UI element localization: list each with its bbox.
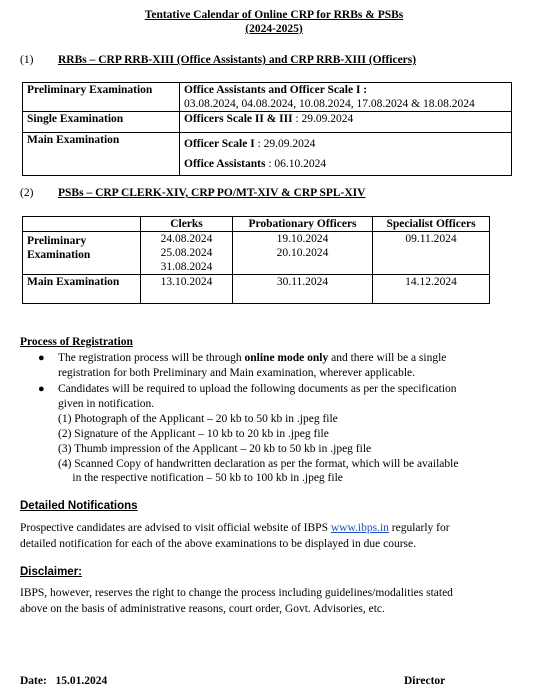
date-label: Date: (20, 675, 47, 687)
section2-heading: PSBs – CRP CLERK-XIV, CRP PO/MT-XIV & CRP SPL-XIV (58, 187, 366, 199)
section2-number: (2) (20, 187, 34, 199)
bullet-icon: ● (38, 383, 45, 395)
document-subtitle: (2024-2025) (245, 23, 303, 35)
single-date: : 29.09.2024 (292, 113, 354, 125)
bullet1-line2: registration for both Preliminary and Main examination, wherever applicable. (58, 367, 416, 379)
table-row (23, 133, 512, 176)
clerk-date: 24.08.2024 (160, 233, 213, 245)
document-item: (1) Photograph of the Applicant – 20 kb to 50 kb in .jpeg file (58, 413, 338, 425)
main-so: 14.12.2024 (373, 275, 490, 304)
notifications-heading: Detailed Notifications (20, 500, 138, 512)
disclaimer-line2: above on the basis of administrative reasons, court order, Govt. Advisories, etc. (20, 603, 385, 615)
notifications-line2: detailed notification for each of the above examinations to be displayed in due course. (20, 538, 416, 550)
bullet2-line1: Candidates will be required to upload the following documents as per the specification (58, 383, 457, 395)
main-po: 30.11.2024 (233, 275, 373, 304)
table-row (23, 83, 512, 112)
main-assistant-label: Office Assistants (184, 158, 266, 170)
clerk-date: 25.08.2024 (160, 247, 213, 259)
ibps-website-link[interactable]: www.ibps.in (330, 522, 389, 534)
document-item: (2) Signature of the Applicant – 10 kb to 20 kb in .jpeg file (58, 428, 329, 440)
row-value-main (180, 133, 512, 176)
bullet1-emphasis: online mode only (244, 352, 329, 364)
disclaimer-paragraph (20, 585, 525, 617)
footer-date (20, 675, 107, 687)
document-title: Tentative Calendar of Online CRP for RRBs & PSBs (144, 9, 404, 21)
section1-number: (1) (20, 54, 34, 66)
header-blank (23, 217, 141, 232)
table-header-row (23, 217, 490, 232)
prelim-group-label: Office Assistants and Officer Scale I : (184, 84, 368, 96)
table-row (23, 112, 512, 133)
table-row (23, 232, 490, 275)
row-value-single (180, 112, 512, 133)
bullet2-line2: given in notification. (58, 398, 155, 410)
po-date: 20.10.2024 (276, 247, 329, 259)
disclaimer-heading: Disclaimer: (20, 566, 83, 578)
notifications-text: Prospective candidates are advised to visit official website of IBPS (20, 522, 331, 534)
document-item: (4) Scanned Copy of handwritten declaration as per the format, which will be available (58, 458, 459, 470)
registration-bullet-2 (58, 382, 518, 412)
document-item: (3) Thumb impression of the Applicant – 20 kb to 50 kb in .jpeg file (58, 443, 372, 455)
prelim-so (373, 232, 490, 275)
main-assistant-date: : 06.10.2024 (265, 158, 327, 170)
header-po: Probationary Officers (233, 217, 373, 232)
signatory: Director (404, 675, 446, 687)
row-label-single: Single Examination (23, 112, 180, 133)
row-label-preliminary: Preliminary Examination (23, 232, 141, 275)
row-value-preliminary (180, 83, 512, 112)
row-label-main: Main Examination (23, 133, 180, 176)
prelim-clerks (141, 232, 233, 275)
main-officer-date: : 29.09.2024 (254, 138, 316, 150)
notifications-paragraph (20, 520, 525, 552)
registration-bullet-1 (58, 351, 518, 381)
registration-heading: Process of Registration (20, 336, 133, 348)
table-row (23, 275, 490, 304)
so-date: 09.11.2024 (405, 233, 457, 245)
single-group-label: Officers Scale II & III (184, 113, 293, 125)
row-label-preliminary: Preliminary Examination (23, 83, 180, 112)
main-clerks: 13.10.2024 (141, 275, 233, 304)
prelim-dates: 03.08.2024, 04.08.2024, 10.08.2024, 17.08.2024 & 18.08.2024 (184, 98, 475, 110)
clerk-date: 31.08.2024 (160, 261, 213, 273)
bullet1-text-end: and there will be a single (328, 352, 447, 364)
disclaimer-line1: IBPS, however, reserves the right to change the process including guidelines/modalities stated (20, 587, 453, 599)
rrb-schedule-table (22, 82, 512, 176)
row-label-main: Main Examination (23, 275, 141, 304)
header-so: Specialist Officers (373, 217, 490, 232)
document-item-continued: in the respective notification – 50 kb to 100 kb in .jpeg file (58, 472, 343, 484)
bullet1-text: The registration process will be through (58, 352, 245, 364)
po-date: 19.10.2024 (276, 233, 329, 245)
psb-schedule-table (22, 216, 490, 304)
header-clerks: Clerks (141, 217, 233, 232)
section1-heading: RRBs – CRP RRB-XIII (Office Assistants) and CRP RRB-XIII (Officers) (58, 54, 417, 66)
date-value: 15.01.2024 (55, 675, 108, 687)
bullet-icon: ● (38, 352, 45, 364)
prelim-po (233, 232, 373, 275)
notifications-text-end: regularly for (388, 522, 450, 534)
main-officer-label: Officer Scale I (184, 138, 255, 150)
